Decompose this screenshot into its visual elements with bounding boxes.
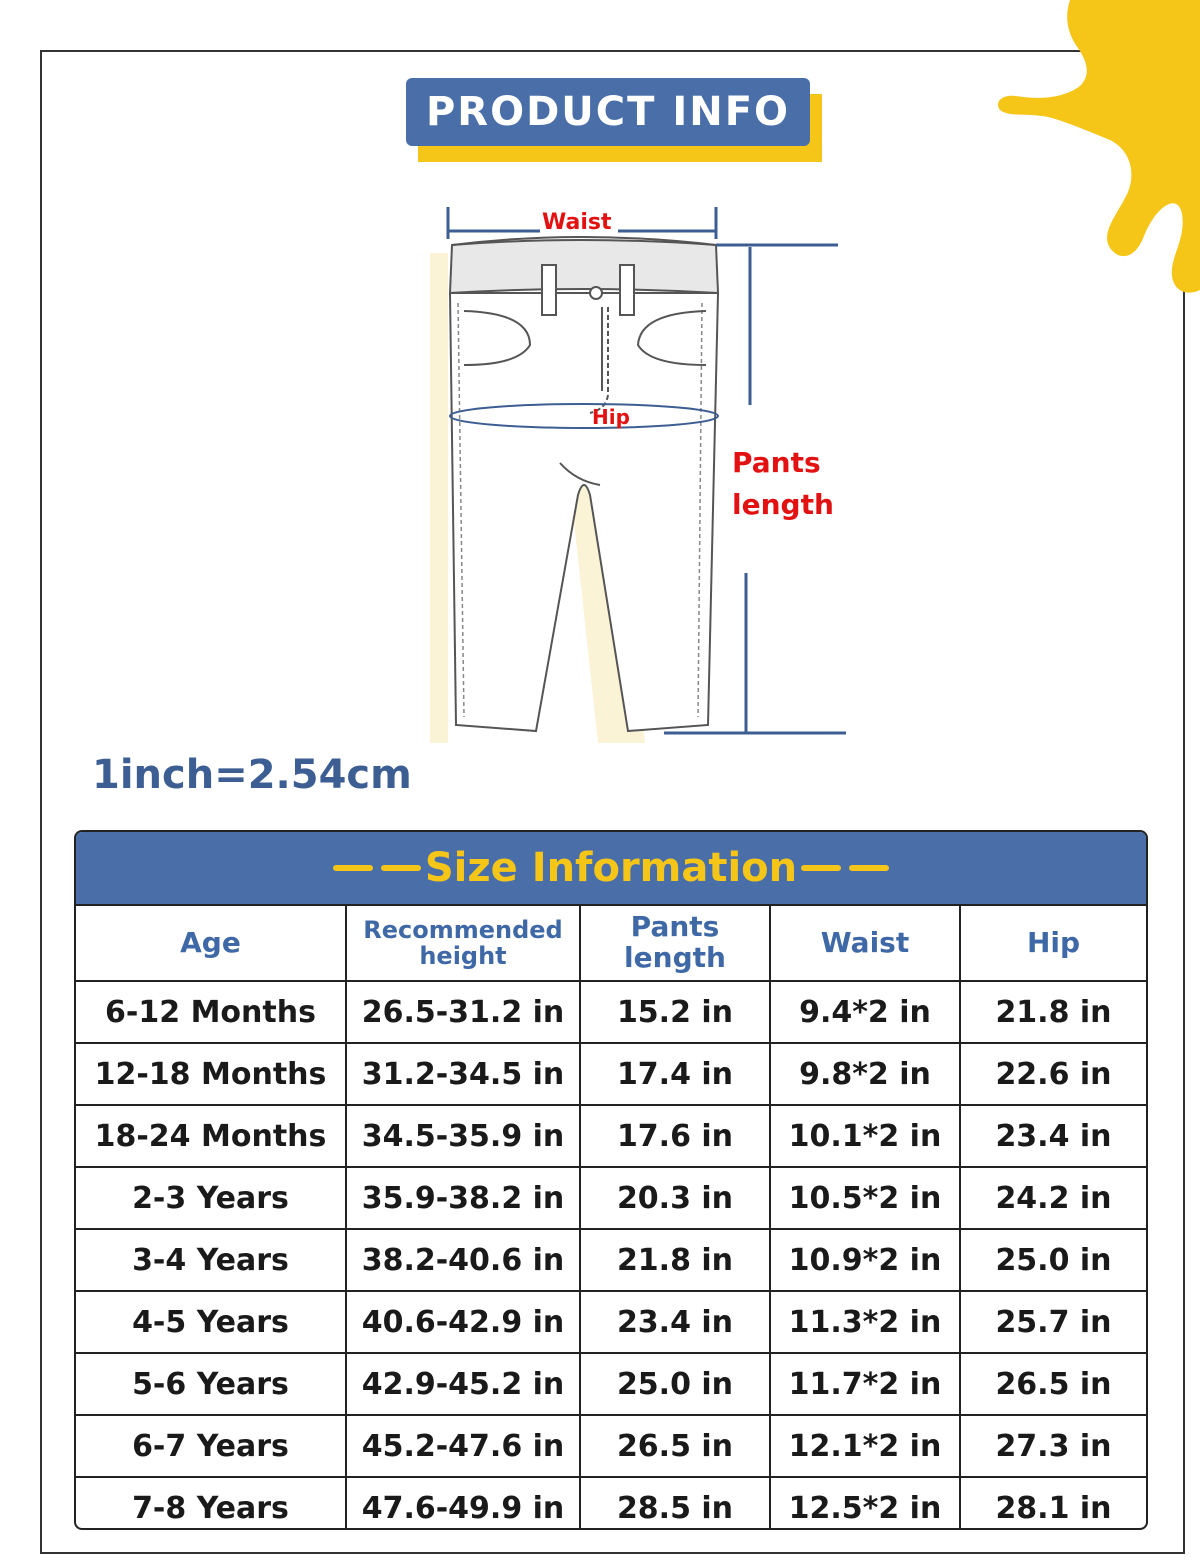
hip-label: Hip <box>592 405 630 429</box>
table-row <box>76 1415 1146 1477</box>
height-cell: 42.9-45.2 in <box>346 1353 580 1415</box>
length-cell: 25.0 in <box>580 1353 770 1415</box>
waist-label: Waist <box>542 210 612 235</box>
age-cell: 7-8 Years <box>76 1477 346 1530</box>
page-title: PRODUCT INFO <box>406 78 810 146</box>
height-cell: 40.6-42.9 in <box>346 1291 580 1353</box>
age-cell: 6-7 Years <box>76 1415 346 1477</box>
hip-cell: 27.3 in <box>960 1415 1146 1477</box>
height-cell: 45.2-47.6 in <box>346 1415 580 1477</box>
product-info-banner <box>406 78 826 164</box>
hip-cell: 28.1 in <box>960 1477 1146 1530</box>
size-chart <box>74 830 1148 1530</box>
header-waist: Waist <box>770 906 960 981</box>
table-row <box>76 1229 1146 1291</box>
size-chart-header <box>76 832 1146 906</box>
header-recommended-height: Recommended height <box>346 906 580 981</box>
age-cell: 2-3 Years <box>76 1167 346 1229</box>
hip-cell: 25.7 in <box>960 1291 1146 1353</box>
waist-cell: 11.7*2 in <box>770 1353 960 1415</box>
length-cell: 23.4 in <box>580 1291 770 1353</box>
height-cell: 38.2-40.6 in <box>346 1229 580 1291</box>
table-row <box>76 1291 1146 1353</box>
header-hip: Hip <box>960 906 1146 981</box>
dash-decoration <box>333 865 373 871</box>
size-table-body <box>76 981 1146 1530</box>
table-row <box>76 1353 1146 1415</box>
size-chart-title-group <box>329 845 893 891</box>
waist-cell: 9.8*2 in <box>770 1043 960 1105</box>
waist-cell: 10.1*2 in <box>770 1105 960 1167</box>
height-cell: 26.5-31.2 in <box>346 981 580 1043</box>
age-cell: 6-12 Months <box>76 981 346 1043</box>
length-cell: 21.8 in <box>580 1229 770 1291</box>
length-cell: 28.5 in <box>580 1477 770 1530</box>
waist-cell: 9.4*2 in <box>770 981 960 1043</box>
pants-length-label-line1: Pants <box>732 446 821 479</box>
height-cell: 35.9-38.2 in <box>346 1167 580 1229</box>
table-row <box>76 1167 1146 1229</box>
table-row <box>76 981 1146 1043</box>
header-age: Age <box>76 906 346 981</box>
unit-conversion-note: 1inch=2.54cm <box>92 752 412 798</box>
height-cell: 34.5-35.9 in <box>346 1105 580 1167</box>
height-cell: 47.6-49.9 in <box>346 1477 580 1530</box>
waist-cell: 12.5*2 in <box>770 1477 960 1530</box>
waist-cell: 10.9*2 in <box>770 1229 960 1291</box>
waist-cell: 10.5*2 in <box>770 1167 960 1229</box>
waist-cell: 11.3*2 in <box>770 1291 960 1353</box>
hip-cell: 22.6 in <box>960 1043 1146 1105</box>
header-pants-length: Pants length <box>580 906 770 981</box>
waist-cell: 12.1*2 in <box>770 1415 960 1477</box>
table-row <box>76 1477 1146 1530</box>
dash-decoration <box>801 865 841 871</box>
table-header-row <box>76 906 1146 981</box>
hip-cell: 21.8 in <box>960 981 1146 1043</box>
age-cell: 4-5 Years <box>76 1291 346 1353</box>
length-cell: 17.6 in <box>580 1105 770 1167</box>
pants-length-label-line2: length <box>732 488 834 521</box>
size-table <box>76 906 1146 1530</box>
length-cell: 26.5 in <box>580 1415 770 1477</box>
length-cell: 15.2 in <box>580 981 770 1043</box>
length-cell: 17.4 in <box>580 1043 770 1105</box>
age-cell: 5-6 Years <box>76 1353 346 1415</box>
hip-cell: 24.2 in <box>960 1167 1146 1229</box>
dash-decoration <box>381 865 421 871</box>
table-row <box>76 1105 1146 1167</box>
dash-decoration <box>849 865 889 871</box>
table-row <box>76 1043 1146 1105</box>
age-cell: 18-24 Months <box>76 1105 346 1167</box>
hip-cell: 23.4 in <box>960 1105 1146 1167</box>
length-cell: 20.3 in <box>580 1167 770 1229</box>
height-cell: 31.2-34.5 in <box>346 1043 580 1105</box>
size-chart-title: Size Information <box>424 845 798 891</box>
paint-splash-icon <box>960 0 1200 300</box>
age-cell: 3-4 Years <box>76 1229 346 1291</box>
hip-cell: 25.0 in <box>960 1229 1146 1291</box>
hip-cell: 26.5 in <box>960 1353 1146 1415</box>
age-cell: 12-18 Months <box>76 1043 346 1105</box>
